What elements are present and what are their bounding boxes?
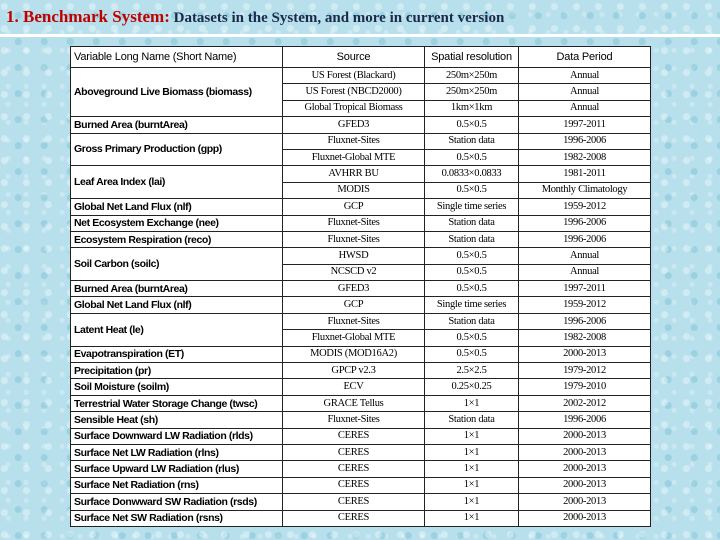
source-cell: Fluxnet-Sites — [283, 133, 425, 149]
source-cell: GFED3 — [283, 117, 425, 133]
source-cell: Fluxnet-Sites — [283, 231, 425, 247]
table-row — [71, 363, 651, 379]
datasets-table — [70, 46, 651, 527]
period-cell: 1997-2011 — [519, 117, 651, 133]
period-cell: 1979-2012 — [519, 363, 651, 379]
table-row — [71, 510, 651, 526]
source-cell: US Forest (Blackard) — [283, 68, 425, 84]
period-cell: 1982-2008 — [519, 149, 651, 165]
table-header-row — [71, 47, 651, 68]
source-cell: CERES — [283, 428, 425, 444]
variable-name-cell: Aboveground Live Biomass (biomass) — [71, 68, 283, 117]
resolution-cell: 2.5×2.5 — [425, 363, 519, 379]
source-cell: MODIS — [283, 182, 425, 198]
source-cell: CERES — [283, 444, 425, 460]
table-row — [71, 231, 651, 247]
variable-name-cell: Precipitation (pr) — [71, 363, 283, 379]
resolution-cell: 0.25×0.25 — [425, 379, 519, 395]
table-body — [71, 68, 651, 527]
variable-name-cell: Burned Area (burntArea) — [71, 281, 283, 297]
resolution-cell: Station data — [425, 231, 519, 247]
period-cell: 1959-2012 — [519, 297, 651, 313]
source-cell: MODIS (MOD16A2) — [283, 346, 425, 362]
resolution-cell: 0.5×0.5 — [425, 330, 519, 346]
variable-name-cell: Latent Heat (le) — [71, 313, 283, 346]
table-row — [71, 133, 651, 149]
table-row — [71, 117, 651, 133]
source-cell: CERES — [283, 494, 425, 510]
period-cell: 1996-2006 — [519, 313, 651, 329]
table-row — [71, 199, 651, 215]
source-cell: HWSD — [283, 248, 425, 264]
variable-name-cell: Surface Downward LW Radiation (rlds) — [71, 428, 283, 444]
table-row — [71, 313, 651, 329]
resolution-cell: 0.5×0.5 — [425, 117, 519, 133]
table-row — [71, 494, 651, 510]
variable-name-cell: Surface Net SW Radiation (rsns) — [71, 510, 283, 526]
source-cell: Fluxnet-Sites — [283, 412, 425, 428]
resolution-cell: 0.5×0.5 — [425, 264, 519, 280]
resolution-cell: Station data — [425, 412, 519, 428]
table-row — [71, 215, 651, 231]
variable-name-cell: Gross Primary Production (gpp) — [71, 133, 283, 166]
period-cell: 1959-2012 — [519, 199, 651, 215]
period-cell: Annual — [519, 248, 651, 264]
period-cell: 1981-2011 — [519, 166, 651, 182]
source-cell: Fluxnet-Global MTE — [283, 330, 425, 346]
resolution-cell: Single time series — [425, 297, 519, 313]
period-cell: 2000-2013 — [519, 477, 651, 493]
resolution-cell: 1km×1km — [425, 100, 519, 116]
slide-title — [6, 6, 714, 32]
source-cell: AVHRR BU — [283, 166, 425, 182]
variable-name-cell: Sensible Heat (sh) — [71, 412, 283, 428]
source-cell: CERES — [283, 510, 425, 526]
variable-name-cell: Surface Donwward SW Radiation (rsds) — [71, 494, 283, 510]
table-row — [71, 444, 651, 460]
resolution-cell: 1×1 — [425, 477, 519, 493]
source-cell: GFED3 — [283, 281, 425, 297]
period-cell: 1996-2006 — [519, 412, 651, 428]
source-cell: GRACE Tellus — [283, 395, 425, 411]
source-cell: ECV — [283, 379, 425, 395]
resolution-cell: 0.5×0.5 — [425, 149, 519, 165]
header-resolution: Spatial resolution — [425, 47, 519, 68]
resolution-cell: 1×1 — [425, 510, 519, 526]
variable-name-cell: Global Net Land Flux (nlf) — [71, 297, 283, 313]
period-cell: 2000-2013 — [519, 510, 651, 526]
variable-name-cell: Terrestrial Water Storage Change (twsc) — [71, 395, 283, 411]
variable-name-cell: Net Ecosystem Exchange (nee) — [71, 215, 283, 231]
variable-name-cell: Surface Net Radiation (rns) — [71, 477, 283, 493]
source-cell: GPCP v2.3 — [283, 363, 425, 379]
resolution-cell: 0.5×0.5 — [425, 346, 519, 362]
source-cell: NCSCD v2 — [283, 264, 425, 280]
period-cell: 2002-2012 — [519, 395, 651, 411]
table-row — [71, 395, 651, 411]
period-cell: 1997-2011 — [519, 281, 651, 297]
source-cell: GCP — [283, 199, 425, 215]
table-row — [71, 248, 651, 264]
slide-title-text: Datasets in the System, and more in current version — [169, 10, 505, 26]
header-source: Source — [283, 47, 425, 68]
period-cell: Monthly Climatology — [519, 182, 651, 198]
header-variable: Variable Long Name (Short Name) — [71, 47, 283, 68]
title-divider — [0, 34, 720, 37]
resolution-cell: 0.5×0.5 — [425, 248, 519, 264]
resolution-cell: 1×1 — [425, 428, 519, 444]
table-row — [71, 68, 651, 84]
variable-name-cell: Global Net Land Flux (nlf) — [71, 199, 283, 215]
period-cell: Annual — [519, 100, 651, 116]
variable-name-cell: Surface Net LW Radiation (rlns) — [71, 444, 283, 460]
source-cell: Fluxnet-Sites — [283, 215, 425, 231]
variable-name-cell: Soil Carbon (soilc) — [71, 248, 283, 281]
variable-name-cell: Burned Area (burntArea) — [71, 117, 283, 133]
table-row — [71, 166, 651, 182]
table-row — [71, 412, 651, 428]
period-cell: 2000-2013 — [519, 494, 651, 510]
period-cell: Annual — [519, 84, 651, 100]
table-row — [71, 346, 651, 362]
period-cell: 1979-2010 — [519, 379, 651, 395]
source-cell: CERES — [283, 461, 425, 477]
source-cell: CERES — [283, 477, 425, 493]
header-period: Data Period — [519, 47, 651, 68]
source-cell: Fluxnet-Sites — [283, 313, 425, 329]
period-cell: 2000-2013 — [519, 428, 651, 444]
table-row — [71, 477, 651, 493]
table-row — [71, 428, 651, 444]
source-cell: Fluxnet-Global MTE — [283, 149, 425, 165]
period-cell: 1996-2006 — [519, 215, 651, 231]
resolution-cell: 250m×250m — [425, 84, 519, 100]
resolution-cell: 1×1 — [425, 494, 519, 510]
period-cell: 1996-2006 — [519, 231, 651, 247]
slide-title-prefix: 1. Benchmark System: — [6, 7, 170, 26]
variable-name-cell: Surface Upward LW Radiation (rlus) — [71, 461, 283, 477]
resolution-cell: 1×1 — [425, 461, 519, 477]
resolution-cell: Station data — [425, 313, 519, 329]
period-cell: Annual — [519, 264, 651, 280]
resolution-cell: 1×1 — [425, 444, 519, 460]
table-row — [71, 379, 651, 395]
resolution-cell: 0.5×0.5 — [425, 182, 519, 198]
variable-name-cell: Ecosystem Respiration (reco) — [71, 231, 283, 247]
period-cell: 1996-2006 — [519, 133, 651, 149]
period-cell: 2000-2013 — [519, 346, 651, 362]
resolution-cell: 0.5×0.5 — [425, 281, 519, 297]
resolution-cell: 0.0833×0.0833 — [425, 166, 519, 182]
period-cell: Annual — [519, 68, 651, 84]
resolution-cell: Station data — [425, 215, 519, 231]
resolution-cell: 250m×250m — [425, 68, 519, 84]
period-cell: 2000-2013 — [519, 444, 651, 460]
table-row — [71, 281, 651, 297]
source-cell: GCP — [283, 297, 425, 313]
table-row — [71, 297, 651, 313]
variable-name-cell: Soil Moisture (soilm) — [71, 379, 283, 395]
resolution-cell: Station data — [425, 133, 519, 149]
period-cell: 1982-2008 — [519, 330, 651, 346]
resolution-cell: 1×1 — [425, 395, 519, 411]
table-row — [71, 461, 651, 477]
resolution-cell: Single time series — [425, 199, 519, 215]
source-cell: Global Tropical Biomass — [283, 100, 425, 116]
period-cell: 2000-2013 — [519, 461, 651, 477]
variable-name-cell: Leaf Area Index (lai) — [71, 166, 283, 199]
source-cell: US Forest (NBCD2000) — [283, 84, 425, 100]
variable-name-cell: Evapotranspiration (ET) — [71, 346, 283, 362]
